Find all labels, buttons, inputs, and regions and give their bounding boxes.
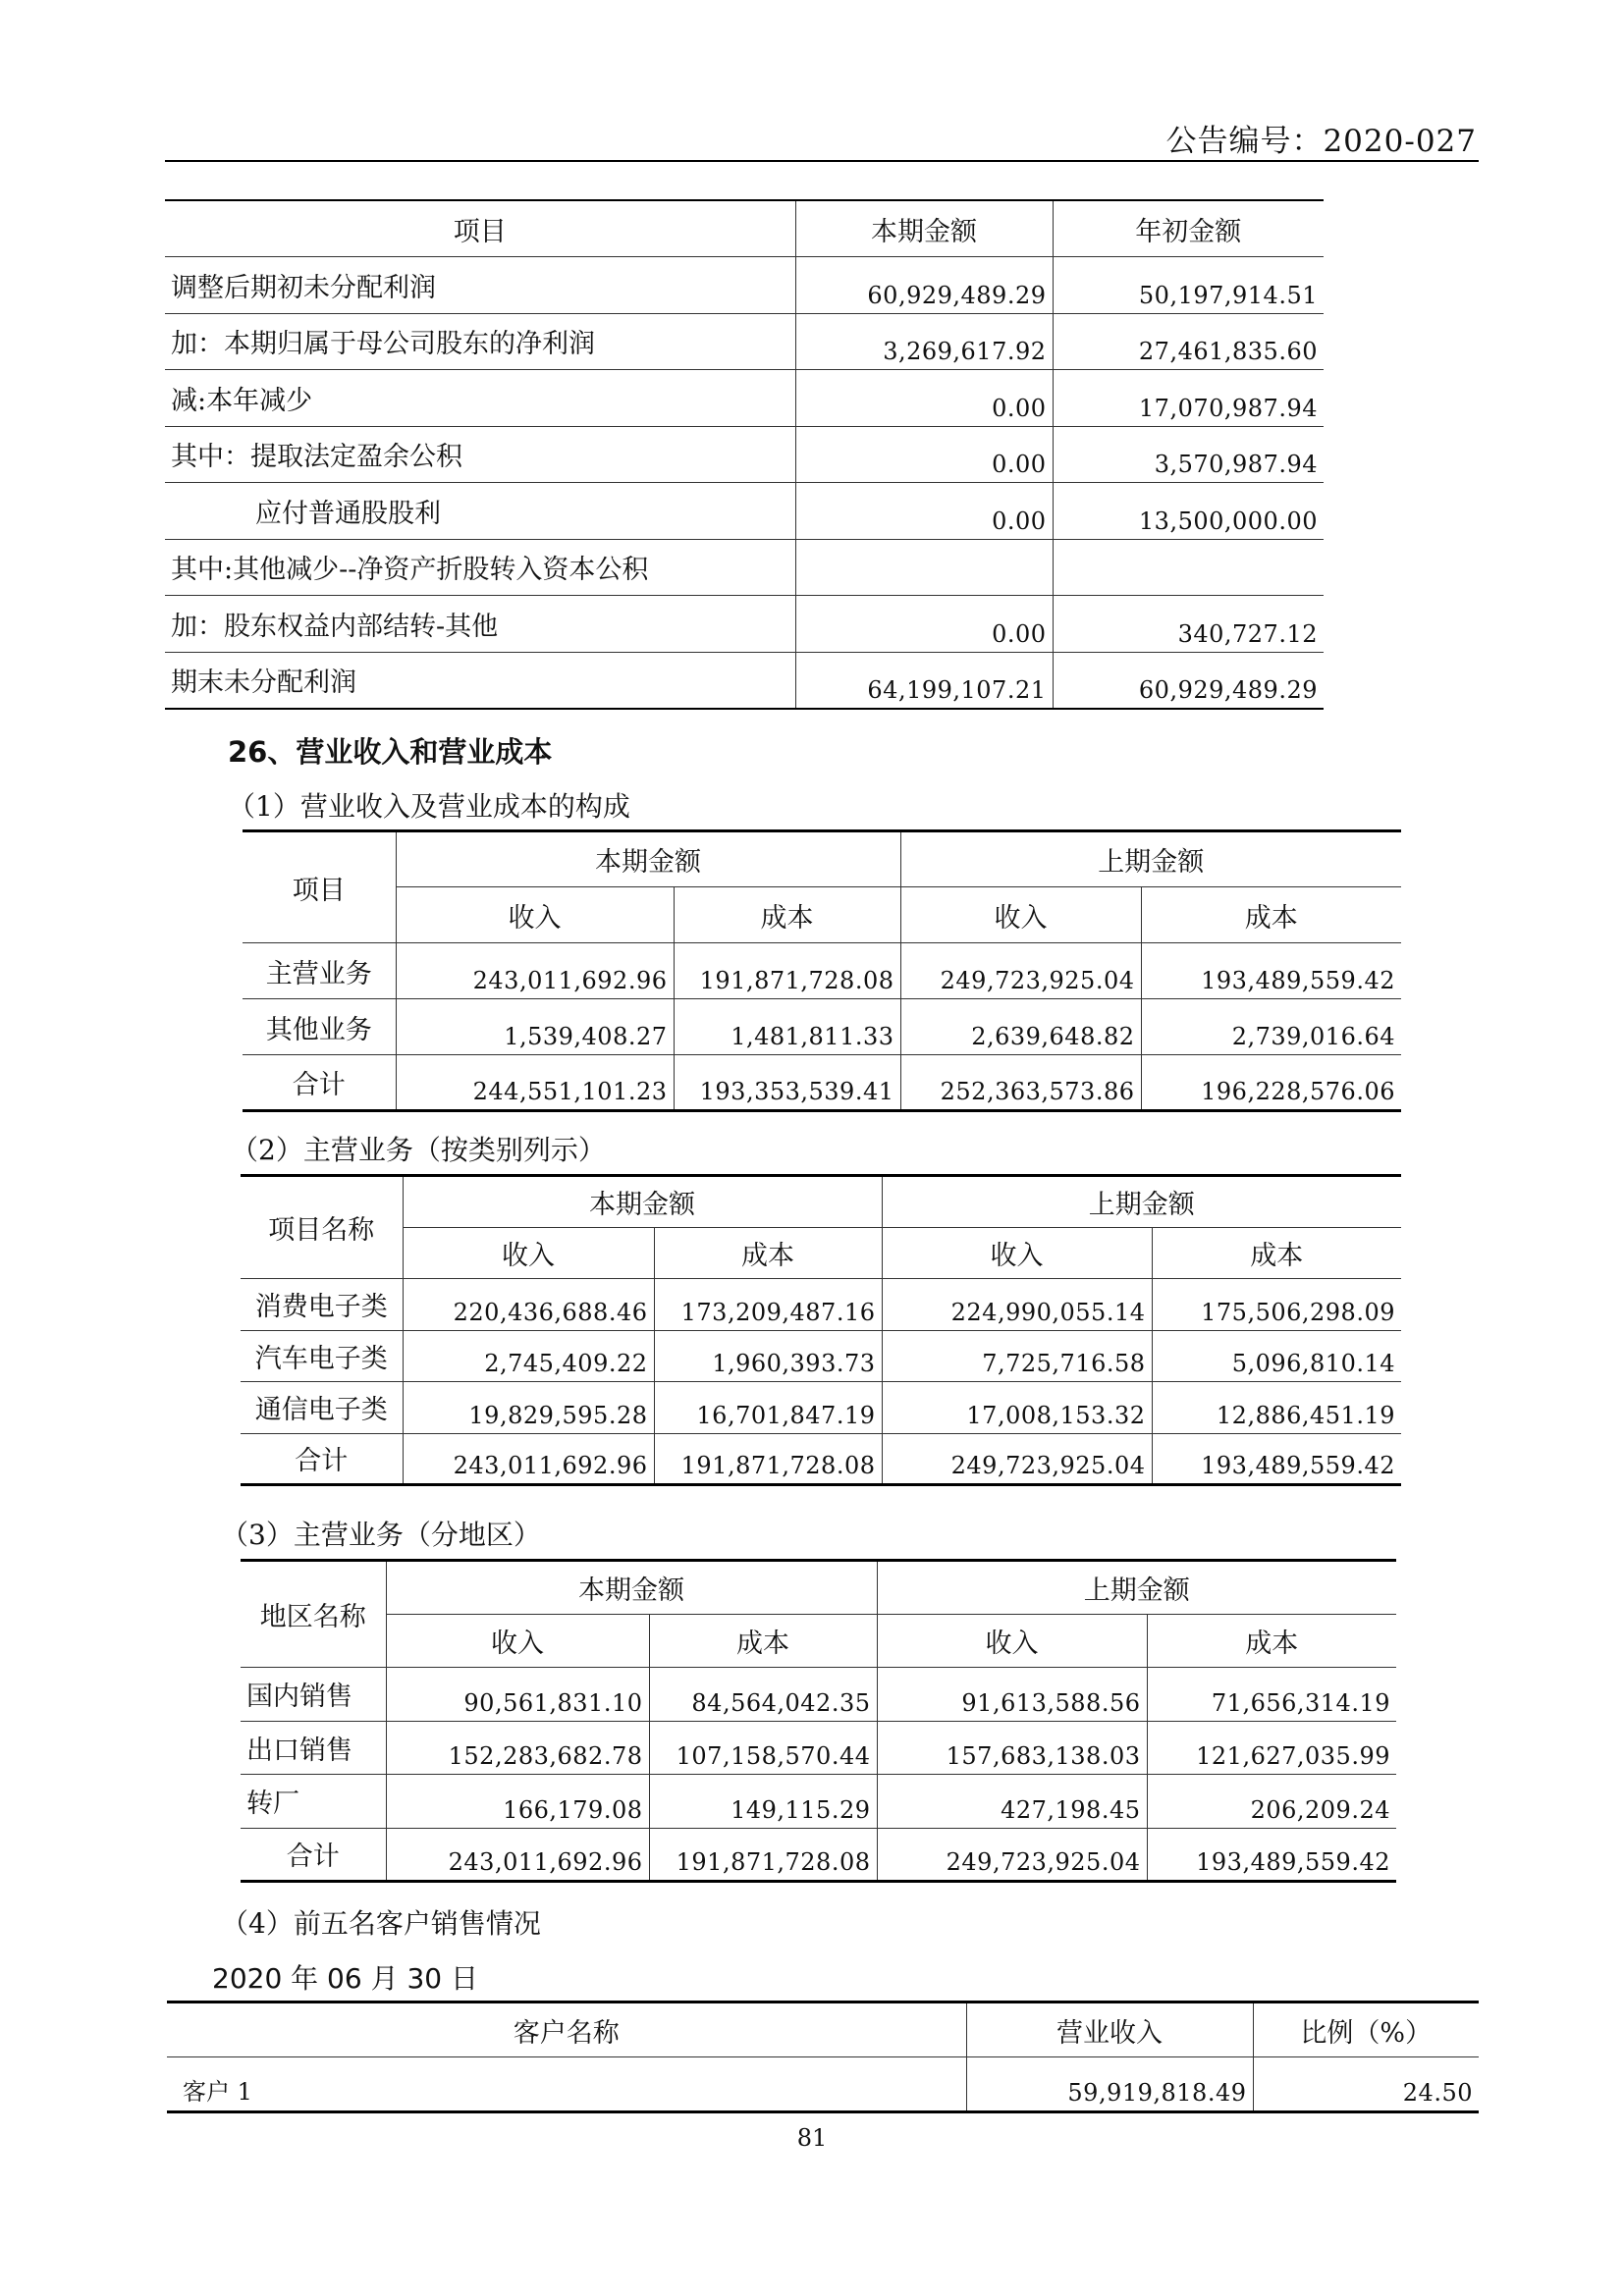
cell-value: 193,489,559.42 [1141,943,1401,999]
cell-value: 191,871,728.08 [649,1828,877,1882]
cell-value: 220,436,688.46 [403,1279,654,1331]
cell-value: 193,489,559.42 [1147,1828,1396,1882]
current-value: 0.00 [795,596,1053,653]
col-header-revenue: 收入 [877,1614,1147,1668]
table-row [241,1382,1401,1434]
cell-value: 175,506,298.09 [1152,1279,1401,1331]
table-row [165,257,1324,314]
report-date: 2020 年 06 月 30 日 [212,1962,479,1995]
table-row [241,1775,1396,1829]
col-header-prior: 上期金额 [877,1561,1396,1615]
row-label: 消费电子类 [241,1279,403,1331]
row-label: 其中：提取法定盈余公积 [165,426,795,483]
current-value [795,539,1053,596]
row-label: 期末未分配利润 [171,667,356,698]
row-label: 合计 [295,1446,349,1477]
cell-value: 7,725,716.58 [882,1330,1152,1382]
opening-value: 3,570,987.94 [1053,426,1324,483]
cell-value: 224,990,055.14 [882,1279,1152,1331]
table-header-row [241,1176,1401,1228]
col-header-prior: 上期金额 [900,831,1401,887]
cell-value: 193,353,539.41 [674,1055,900,1111]
opening-value: 27,461,835.60 [1053,313,1324,370]
cell-value: 84,564,042.35 [649,1668,877,1722]
header-rule [165,160,1479,162]
opening-value: 60,929,489.29 [1053,652,1324,709]
col-header-ratio: 比例（%） [1253,2002,1479,2057]
table-row [241,1433,1401,1485]
opening-value [1053,539,1324,596]
row-label: 合计 [286,1842,340,1873]
cell-value: 243,011,692.96 [396,943,674,999]
subsection-title-3: （3）主营业务（分地区） [221,1519,541,1551]
cell-value: 252,363,573.86 [900,1055,1141,1111]
row-label: 转厂 [241,1775,386,1829]
cell-value: 71,656,314.19 [1147,1668,1396,1722]
row-label: 其他业务 [243,999,396,1055]
cell-value: 17,008,153.32 [882,1382,1152,1434]
table-row [241,1828,1396,1882]
cell-value: 249,723,925.04 [882,1433,1152,1485]
cell-value: 243,011,692.96 [403,1433,654,1485]
table-row [165,652,1324,709]
cell-value: 244,551,101.23 [396,1055,674,1111]
table-row [165,426,1324,483]
row-label: 合计 [292,1070,346,1100]
row-label: 调整后期初未分配利润 [165,257,795,314]
row-label: 国内销售 [241,1668,386,1722]
current-value: 64,199,107.21 [795,652,1053,709]
col-header-current: 本期金额 [403,1176,882,1228]
current-value: 3,269,617.92 [795,313,1053,370]
col-header-cost: 成本 [654,1227,882,1279]
table-header-row [241,1614,1396,1668]
col-header-revenue: 营业收入 [966,2002,1253,2057]
col-header-cost: 成本 [1147,1614,1396,1668]
cell-value: 90,561,831.10 [386,1668,649,1722]
col-header-item: 项目 [243,831,396,943]
cell-value: 2,639,648.82 [900,999,1141,1055]
col-header-cost: 成本 [1141,887,1401,943]
subsection-title-1: （1）营业收入及营业成本的构成 [228,790,630,823]
col-header-current: 本期金额 [795,200,1053,257]
revenue-by-region-table [241,1559,1396,1883]
current-value: 60,929,489.29 [795,257,1053,314]
col-header-cost: 成本 [674,887,900,943]
row-label: 通信电子类 [241,1382,403,1434]
row-label: 其中:其他减少--净资产折股转入资本公积 [165,539,795,596]
col-header-revenue: 收入 [882,1227,1152,1279]
cell-value: 206,209.24 [1147,1775,1396,1829]
current-value: 0.00 [795,483,1053,540]
opening-value: 13,500,000.00 [1053,483,1324,540]
cell-value: 1,960,393.73 [654,1330,882,1382]
table-header-row [243,831,1401,887]
table-header-row [243,887,1401,943]
row-label: 应付普通股股利 [165,483,795,540]
table-row [243,1055,1401,1111]
cell-value: 2,739,016.64 [1141,999,1401,1055]
cell-value: 166,179.08 [386,1775,649,1829]
page-number: 81 [796,2124,828,2152]
cell-value: 19,829,595.28 [403,1382,654,1434]
table-row [167,2057,1479,2112]
table-header-row [165,200,1324,257]
col-header-opening: 年初金额 [1053,200,1324,257]
cell-value: 157,683,138.03 [877,1721,1147,1775]
opening-value: 17,070,987.94 [1053,370,1324,427]
table-row [165,313,1324,370]
customer-name: 客户 1 [183,2078,252,2106]
cell-value: 243,011,692.96 [386,1828,649,1882]
current-value: 0.00 [795,370,1053,427]
table-header-row [241,1227,1401,1279]
col-header-region: 地区名称 [241,1561,386,1668]
doc-number: 公告编号：2020-027 [1165,124,1477,159]
cell-value: 191,871,728.08 [654,1433,882,1485]
cell-value: 1,481,811.33 [674,999,900,1055]
subsection-title-4: （4）前五名客户销售情况 [221,1907,541,1940]
table-row [165,596,1324,653]
customer-ratio: 24.50 [1253,2057,1479,2112]
table-header-row [241,1561,1396,1615]
col-header-revenue: 收入 [396,887,674,943]
subsection-title-2: （2）主营业务（按类别列示） [231,1134,606,1166]
table-row [241,1279,1401,1331]
cell-value: 173,209,487.16 [654,1279,882,1331]
cell-value: 1,539,408.27 [396,999,674,1055]
table-row [165,483,1324,540]
revenue-cost-table [243,829,1401,1112]
cell-value: 196,228,576.06 [1141,1055,1401,1111]
customer-revenue: 59,919,818.49 [966,2057,1253,2112]
cell-value: 191,871,728.08 [674,943,900,999]
cell-value: 193,489,559.42 [1152,1433,1401,1485]
cell-value: 12,886,451.19 [1152,1382,1401,1434]
row-label: 出口销售 [241,1721,386,1775]
table-row [165,539,1324,596]
table-row [243,943,1401,999]
cell-value: 149,115.29 [649,1775,877,1829]
cell-value: 427,198.45 [877,1775,1147,1829]
col-header-current: 本期金额 [396,831,900,887]
current-value: 0.00 [795,426,1053,483]
row-label: 减:本年减少 [165,370,795,427]
top-customers-table [167,2001,1479,2113]
table-row [165,370,1324,427]
table-row [241,1668,1396,1722]
cell-value: 5,096,810.14 [1152,1330,1401,1382]
col-header-prior: 上期金额 [882,1176,1401,1228]
col-header-current: 本期金额 [386,1561,877,1615]
revenue-by-category-table [241,1174,1401,1486]
col-header-revenue: 收入 [386,1614,649,1668]
opening-value: 50,197,914.51 [1053,257,1324,314]
col-header-revenue: 收入 [900,887,1141,943]
col-header-item: 项目 [165,200,795,257]
row-label: 主营业务 [243,943,396,999]
row-label: 加：股东权益内部结转-其他 [165,596,795,653]
col-header-customer: 客户名称 [167,2002,966,2057]
col-header-revenue: 收入 [403,1227,654,1279]
table-row [243,999,1401,1055]
cell-value: 107,158,570.44 [649,1721,877,1775]
cell-value: 249,723,925.04 [900,943,1141,999]
row-label: 加：本期归属于母公司股东的净利润 [165,313,795,370]
cell-value: 2,745,409.22 [403,1330,654,1382]
col-header-item: 项目名称 [241,1176,403,1279]
section-title: 26、营业收入和营业成本 [228,735,553,769]
table-header-row [167,2002,1479,2057]
cell-value: 152,283,682.78 [386,1721,649,1775]
cell-value: 249,723,925.04 [877,1828,1147,1882]
opening-value: 340,727.12 [1053,596,1324,653]
table-row [241,1330,1401,1382]
table-row [241,1721,1396,1775]
col-header-cost: 成本 [1152,1227,1401,1279]
col-header-cost: 成本 [649,1614,877,1668]
cell-value: 91,613,588.56 [877,1668,1147,1722]
retained-earnings-table [165,199,1324,710]
cell-value: 16,701,847.19 [654,1382,882,1434]
row-label: 汽车电子类 [241,1330,403,1382]
cell-value: 121,627,035.99 [1147,1721,1396,1775]
